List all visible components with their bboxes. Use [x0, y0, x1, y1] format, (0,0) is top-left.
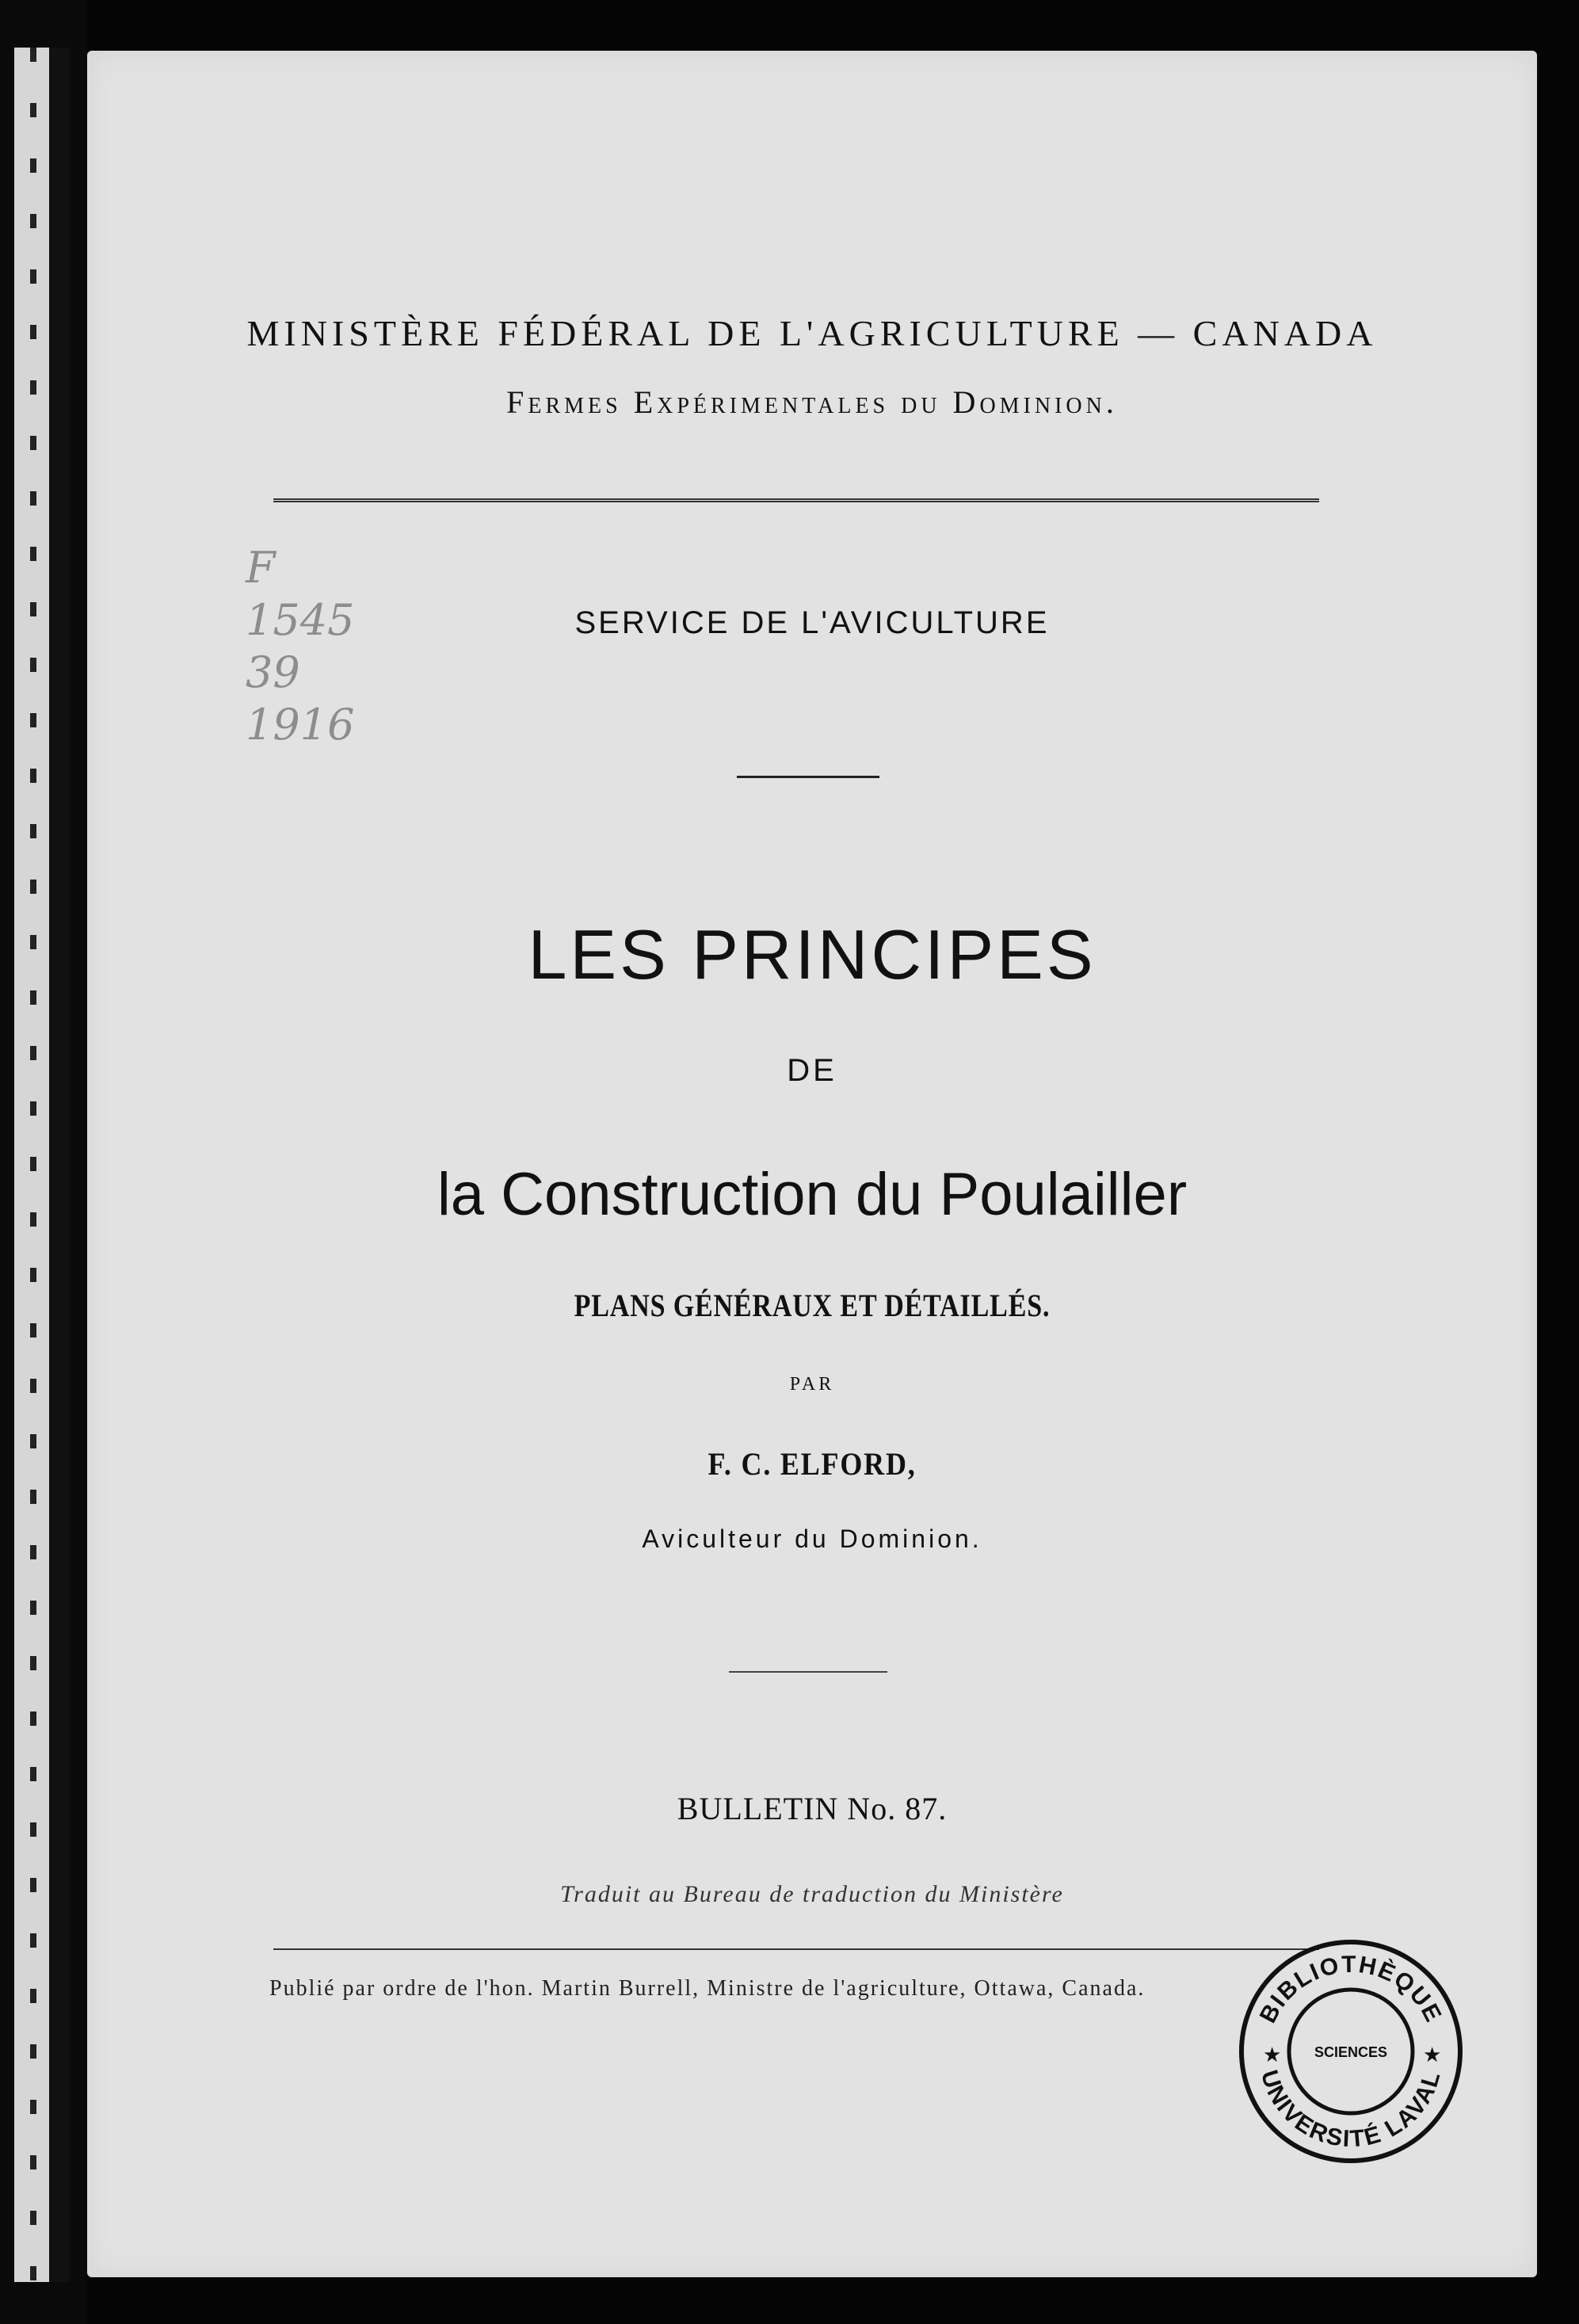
stamp-star-icon: ★	[1423, 2044, 1442, 2066]
stamp-star-icon: ★	[1263, 2044, 1282, 2066]
short-divider	[737, 776, 879, 778]
call-number-line: 1545	[246, 595, 355, 645]
by-line: PAR	[789, 1374, 835, 1395]
service-heading: SERVICE DE L'AVICULTURE	[574, 605, 1050, 640]
stamp-top-text: BIBLIOTHÈQUE	[1254, 1951, 1447, 2028]
call-number-line: 39	[246, 647, 300, 697]
title-connector: DE	[787, 1053, 837, 1088]
bulletin-number: BULLETIN No. 87.	[677, 1791, 948, 1826]
previous-page-edge	[14, 48, 70, 2282]
farms-heading: Fermes Expérimentales du Dominion.	[506, 384, 1118, 420]
header-divider	[273, 498, 1319, 502]
stamp-bottom-text: UNIVERSITÉ LAVAL	[1255, 2066, 1446, 2153]
binding-shadow	[49, 48, 70, 2282]
call-number-line: 1916	[246, 700, 355, 750]
library-stamp	[1236, 1937, 1466, 2166]
main-title: LES PRINCIPES	[528, 915, 1097, 994]
binding-holes	[30, 48, 36, 2282]
publisher-line: Publié par ordre de l'hon. Martin Burrell, Ministre de l'agriculture, Ottawa, Canada.	[269, 1976, 1146, 2001]
title-page	[87, 51, 1537, 2277]
footer-divider	[273, 1948, 1319, 1950]
plans-line: PLANS GÉNÉRAUX ET DÉTAILLÉS.	[574, 1288, 1051, 1323]
ministry-heading: MINISTÈRE FÉDÉRAL DE L'AGRICULTURE — CANADA	[246, 313, 1378, 353]
subtitle: la Construction du Poulailler	[437, 1161, 1188, 1228]
handwritten-call-number	[246, 542, 452, 751]
stamp-center-text: SCIENCES	[1314, 2044, 1388, 2060]
thin-divider	[729, 1671, 887, 1673]
author-name: F. C. ELFORD,	[707, 1446, 917, 1482]
call-number-line: F	[246, 543, 276, 593]
author-role: Aviculteur du Dominion.	[642, 1525, 982, 1553]
translation-note: Traduit au Bureau de traduction du Ministère	[560, 1881, 1064, 1907]
